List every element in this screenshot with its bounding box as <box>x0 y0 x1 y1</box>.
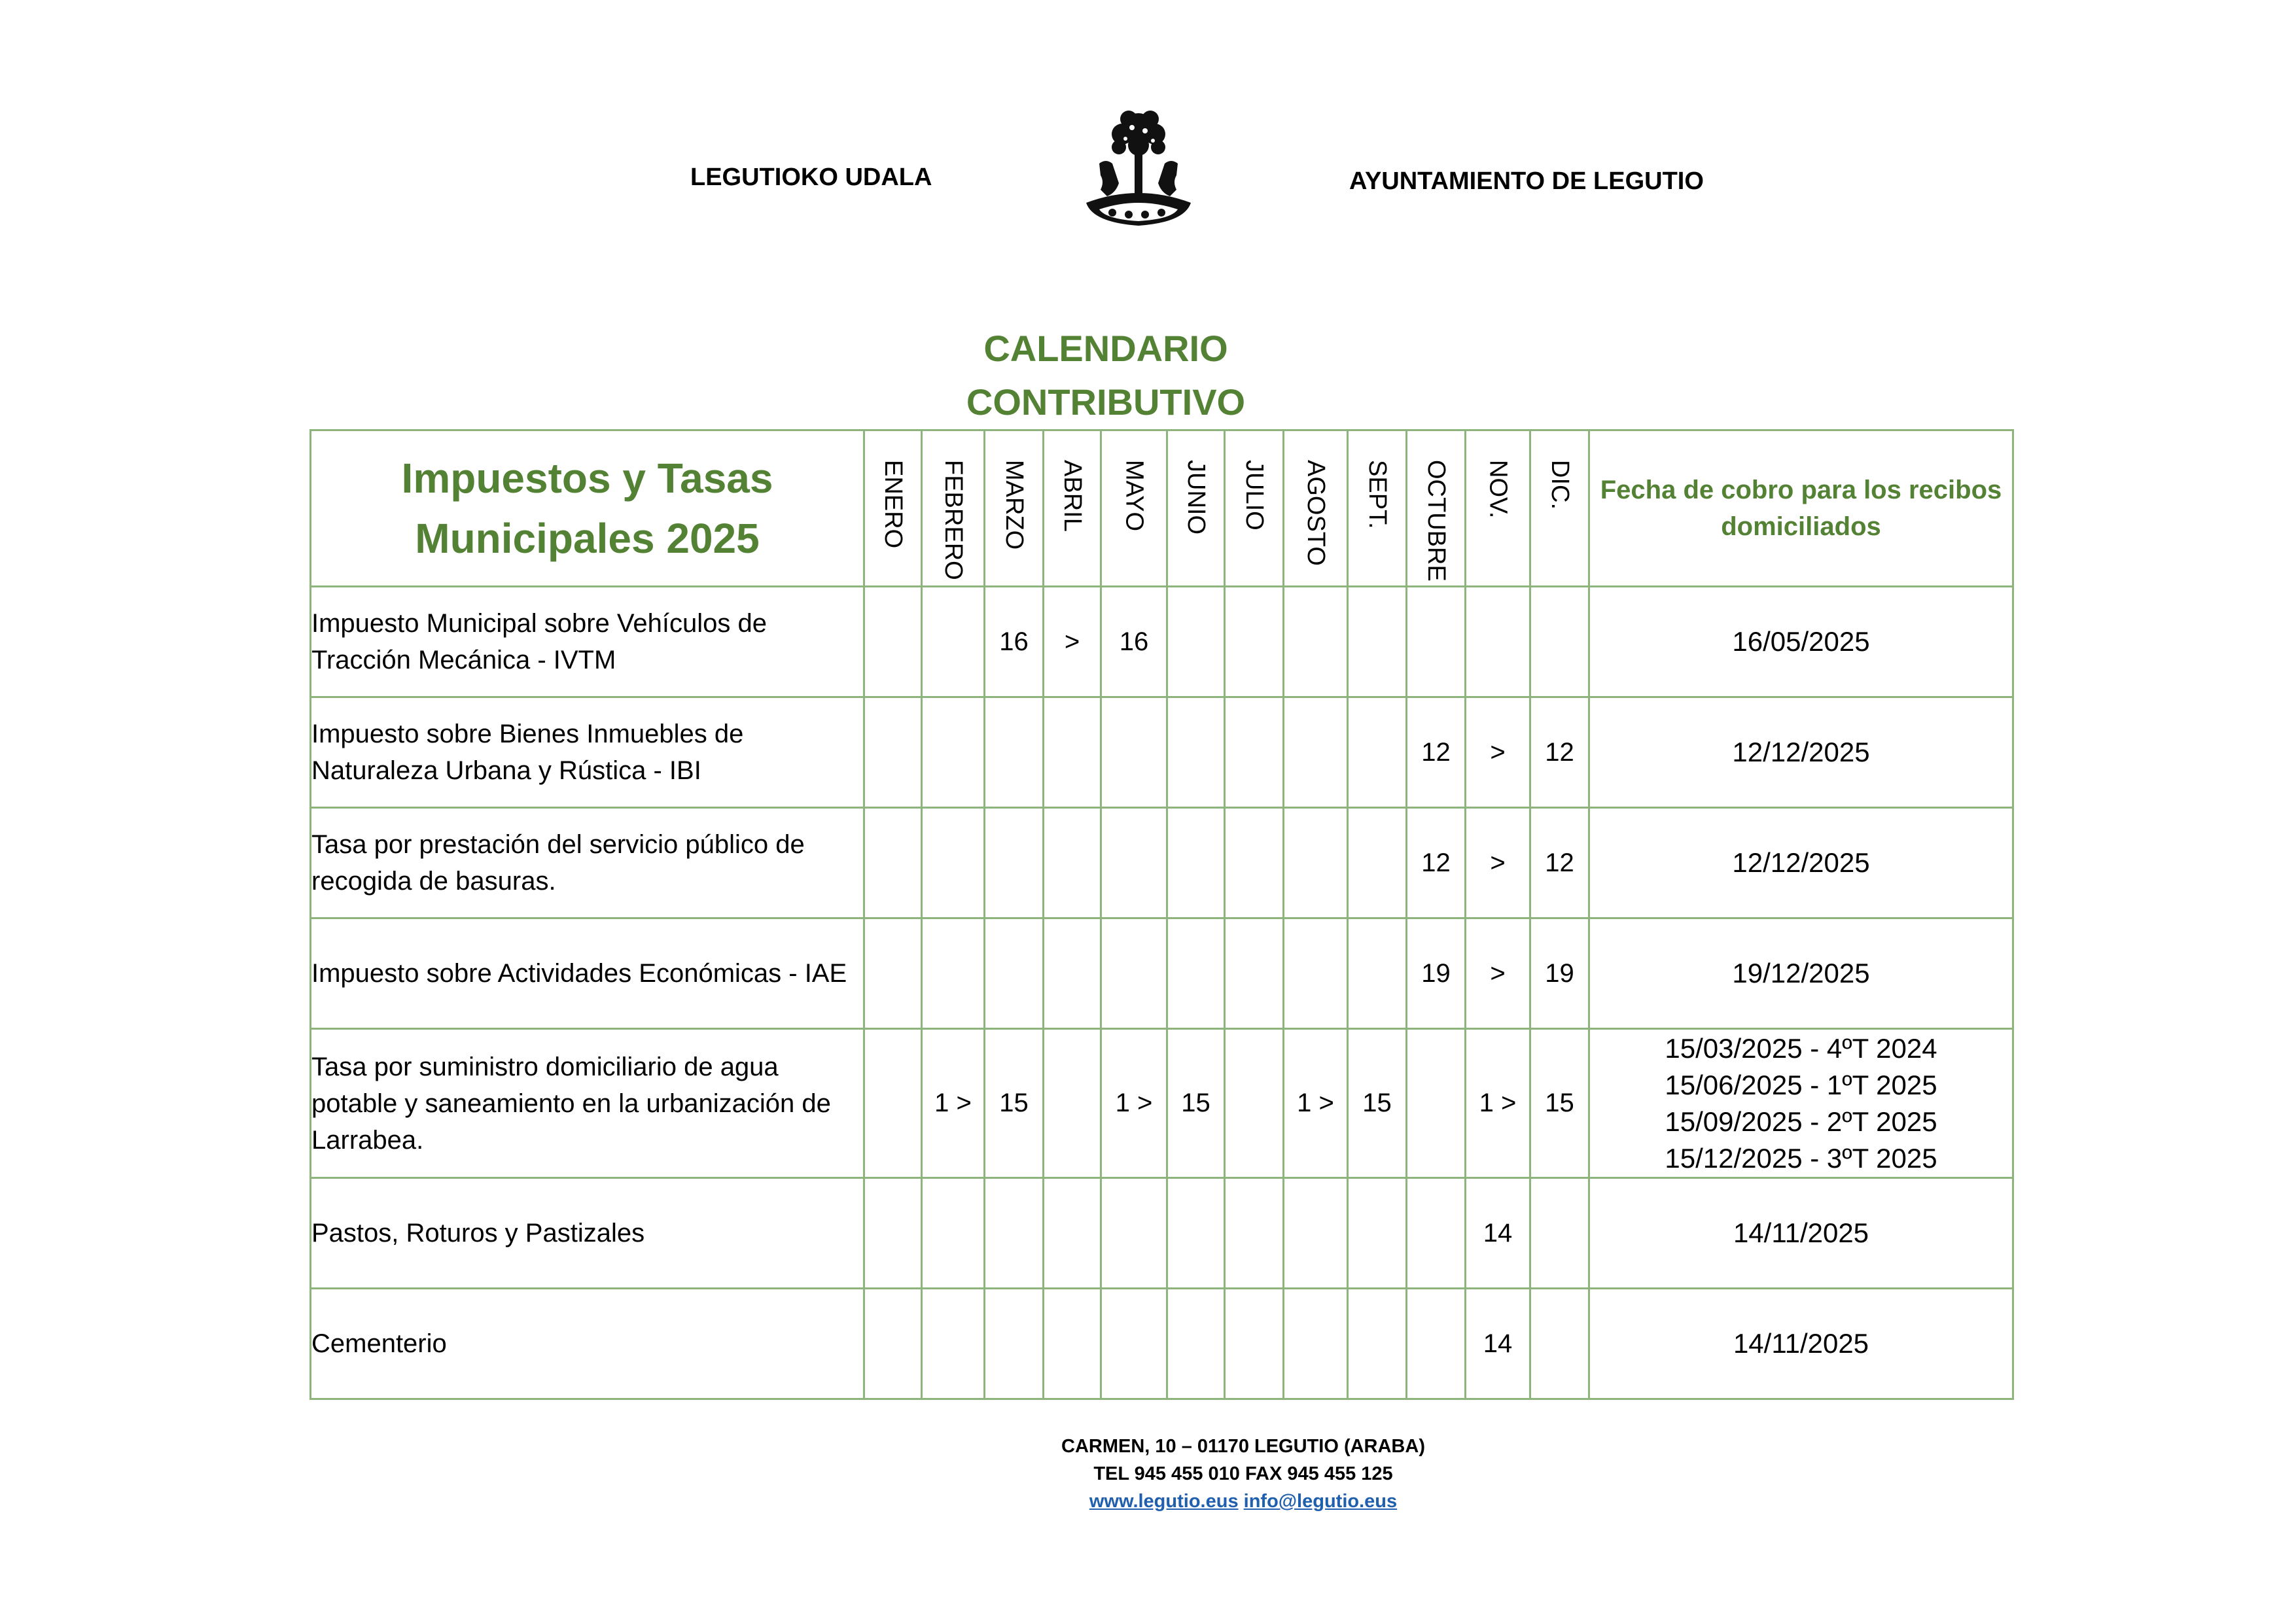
concept-cell: Impuesto Municipal sobre Vehículos de Tracción Mecánica - IVTM <box>311 587 864 697</box>
month-cell: 12 <box>1530 808 1589 918</box>
concept-cell: Cementerio <box>311 1289 864 1399</box>
month-cell: 19 <box>1407 918 1466 1029</box>
month-cell <box>1348 697 1407 808</box>
month-cell <box>1101 1289 1167 1399</box>
month-cell: 14 <box>1466 1289 1530 1399</box>
fecha-line: 12/12/2025 <box>1732 847 1870 878</box>
table-row <box>311 1289 2013 1399</box>
month-cell <box>1530 1178 1589 1289</box>
month-cell: > <box>1466 697 1530 808</box>
table-heading <box>311 430 864 587</box>
month-header: MAYO <box>1101 430 1167 587</box>
month-cell <box>922 697 985 808</box>
footer-phone: TEL 945 455 010 FAX 945 455 125 <box>1093 1463 1393 1484</box>
month-cell <box>922 587 985 697</box>
month-cell <box>985 1178 1044 1289</box>
month-cell: 16 <box>1101 587 1167 697</box>
month-cell <box>1466 587 1530 697</box>
month-cell <box>985 1289 1044 1399</box>
fecha-cell <box>1589 918 2013 1029</box>
concept-cell: Tasa por prestación del servicio público de recogida de basuras. <box>311 808 864 918</box>
month-cell <box>1044 1178 1101 1289</box>
month-cell <box>1530 587 1589 697</box>
tax-calendar-table <box>309 429 2014 1400</box>
month-header: MARZO <box>985 430 1044 587</box>
table-header-row <box>311 430 2013 587</box>
month-cell: 12 <box>1530 697 1589 808</box>
month-cell <box>1407 1178 1466 1289</box>
month-header: JULIO <box>1225 430 1284 587</box>
fecha-line: 12/12/2025 <box>1732 737 1870 767</box>
month-cell: 1 > <box>1466 1029 1530 1178</box>
month-cell <box>922 918 985 1029</box>
month-cell <box>922 1289 985 1399</box>
email-link[interactable]: info@legutio.eus <box>1243 1491 1398 1512</box>
table-row <box>311 1178 2013 1289</box>
footer-address: CARMEN, 10 – 01170 LEGUTIO (ARABA) <box>1061 1436 1425 1457</box>
month-cell: 15 <box>985 1029 1044 1178</box>
month-cell <box>1225 1289 1284 1399</box>
month-cell: 14 <box>1466 1178 1530 1289</box>
month-cell <box>1101 918 1167 1029</box>
month-cell <box>1225 587 1284 697</box>
month-header: JUNIO <box>1167 430 1225 587</box>
fecha-line: 15/09/2025 - 2ºT 2025 <box>1665 1106 1937 1137</box>
fecha-line: 15/03/2025 - 4ºT 2024 <box>1665 1032 1937 1064</box>
concept-cell: Impuesto sobre Actividades Económicas - IAE <box>311 918 864 1029</box>
table-row <box>311 808 2013 918</box>
month-cell <box>1284 1178 1348 1289</box>
footer <box>785 1433 1701 1515</box>
fecha-cell <box>1589 1289 2013 1399</box>
month-cell <box>864 1029 922 1178</box>
month-cell <box>1044 697 1101 808</box>
month-cell <box>1284 808 1348 918</box>
month-cell <box>1044 918 1101 1029</box>
month-cell <box>1284 697 1348 808</box>
month-cell <box>1407 587 1466 697</box>
month-cell: 15 <box>1348 1029 1407 1178</box>
month-cell <box>864 1178 922 1289</box>
month-cell <box>1044 1029 1101 1178</box>
month-cell <box>1348 587 1407 697</box>
month-cell <box>985 697 1044 808</box>
concept-cell: Impuesto sobre Bienes Inmuebles de Naturaleza Urbana y Rústica - IBI <box>311 697 864 808</box>
header-right: AYUNTAMIENTO DE LEGUTIO <box>1349 167 1704 195</box>
month-cell <box>1044 808 1101 918</box>
month-cell <box>1348 918 1407 1029</box>
month-cell <box>1167 1289 1225 1399</box>
month-cell <box>1101 697 1167 808</box>
fecha-line: 15/12/2025 - 3ºT 2025 <box>1665 1142 1937 1174</box>
month-cell <box>985 918 1044 1029</box>
month-cell <box>922 1178 985 1289</box>
month-cell <box>1101 808 1167 918</box>
month-header: FEBRERO <box>922 430 985 587</box>
month-cell <box>864 1289 922 1399</box>
month-cell: > <box>1466 808 1530 918</box>
month-header: ABRIL <box>1044 430 1101 587</box>
fecha-header: Fecha de cobro para los recibos domiciliados <box>1589 430 2013 587</box>
month-cell <box>1225 1178 1284 1289</box>
month-cell: > <box>1044 587 1101 697</box>
month-cell <box>1225 1029 1284 1178</box>
month-cell <box>864 808 922 918</box>
month-header: ENERO <box>864 430 922 587</box>
title-line-1: CALENDARIO <box>983 328 1228 369</box>
month-cell: 1 > <box>922 1029 985 1178</box>
month-cell <box>1044 1289 1101 1399</box>
month-cell: 19 <box>1530 918 1589 1029</box>
month-cell: 1 > <box>1101 1029 1167 1178</box>
month-cell <box>864 587 922 697</box>
month-cell <box>1348 1289 1407 1399</box>
table-row <box>311 697 2013 808</box>
document-title <box>877 322 1335 429</box>
month-cell <box>1167 1178 1225 1289</box>
table-heading-line-2: Municipales 2025 <box>415 515 760 562</box>
website-link[interactable]: www.legutio.eus <box>1089 1491 1239 1512</box>
fecha-cell <box>1589 808 2013 918</box>
month-cell <box>1407 1289 1466 1399</box>
fecha-line: 16/05/2025 <box>1732 626 1870 657</box>
month-cell <box>985 808 1044 918</box>
month-cell: 15 <box>1167 1029 1225 1178</box>
table-row <box>311 1029 2013 1178</box>
month-cell <box>1284 587 1348 697</box>
month-cell: 12 <box>1407 808 1466 918</box>
month-header: AGOSTO <box>1284 430 1348 587</box>
tree-crest-logo <box>1080 105 1197 236</box>
fecha-line: 19/12/2025 <box>1732 958 1870 988</box>
month-cell: 12 <box>1407 697 1466 808</box>
header-left: LEGUTIOKO UDALA <box>690 164 932 191</box>
month-header: DIC. <box>1530 430 1589 587</box>
fecha-cell <box>1589 587 2013 697</box>
month-cell: > <box>1466 918 1530 1029</box>
month-cell <box>1530 1289 1589 1399</box>
footer-links <box>785 1488 1701 1515</box>
month-cell <box>1348 1178 1407 1289</box>
month-cell <box>1284 1289 1348 1399</box>
fecha-line: 14/11/2025 <box>1733 1217 1869 1248</box>
concept-cell: Tasa por suministro domiciliario de agua potable y saneamiento en la urbanización de Larrabea. <box>311 1029 864 1178</box>
fecha-cell <box>1589 1029 2013 1178</box>
month-cell <box>1348 808 1407 918</box>
table-row <box>311 587 2013 697</box>
month-cell <box>1167 808 1225 918</box>
fecha-line: 14/11/2025 <box>1733 1328 1869 1359</box>
month-cell: 15 <box>1530 1029 1589 1178</box>
month-cell: 16 <box>985 587 1044 697</box>
concept-cell: Pastos, Roturos y Pastizales <box>311 1178 864 1289</box>
month-cell <box>1225 808 1284 918</box>
title-line-2: CONTRIBUTIVO <box>966 381 1246 423</box>
table-row <box>311 918 2013 1029</box>
month-cell <box>1225 918 1284 1029</box>
month-header: OCTUBRE <box>1407 430 1466 587</box>
table-heading-line-1: Impuestos y Tasas <box>401 455 773 502</box>
month-cell <box>864 918 922 1029</box>
month-cell <box>1284 918 1348 1029</box>
month-cell: 1 > <box>1284 1029 1348 1178</box>
month-cell <box>922 808 985 918</box>
month-cell <box>1167 587 1225 697</box>
month-cell <box>1225 697 1284 808</box>
month-header: NOV. <box>1466 430 1530 587</box>
month-cell <box>1407 1029 1466 1178</box>
fecha-cell <box>1589 697 2013 808</box>
month-header: SEPT. <box>1348 430 1407 587</box>
month-cell <box>864 697 922 808</box>
fecha-line: 15/06/2025 - 1ºT 2025 <box>1665 1069 1937 1100</box>
fecha-cell <box>1589 1178 2013 1289</box>
month-cell <box>1167 918 1225 1029</box>
month-cell <box>1167 697 1225 808</box>
month-cell <box>1101 1178 1167 1289</box>
